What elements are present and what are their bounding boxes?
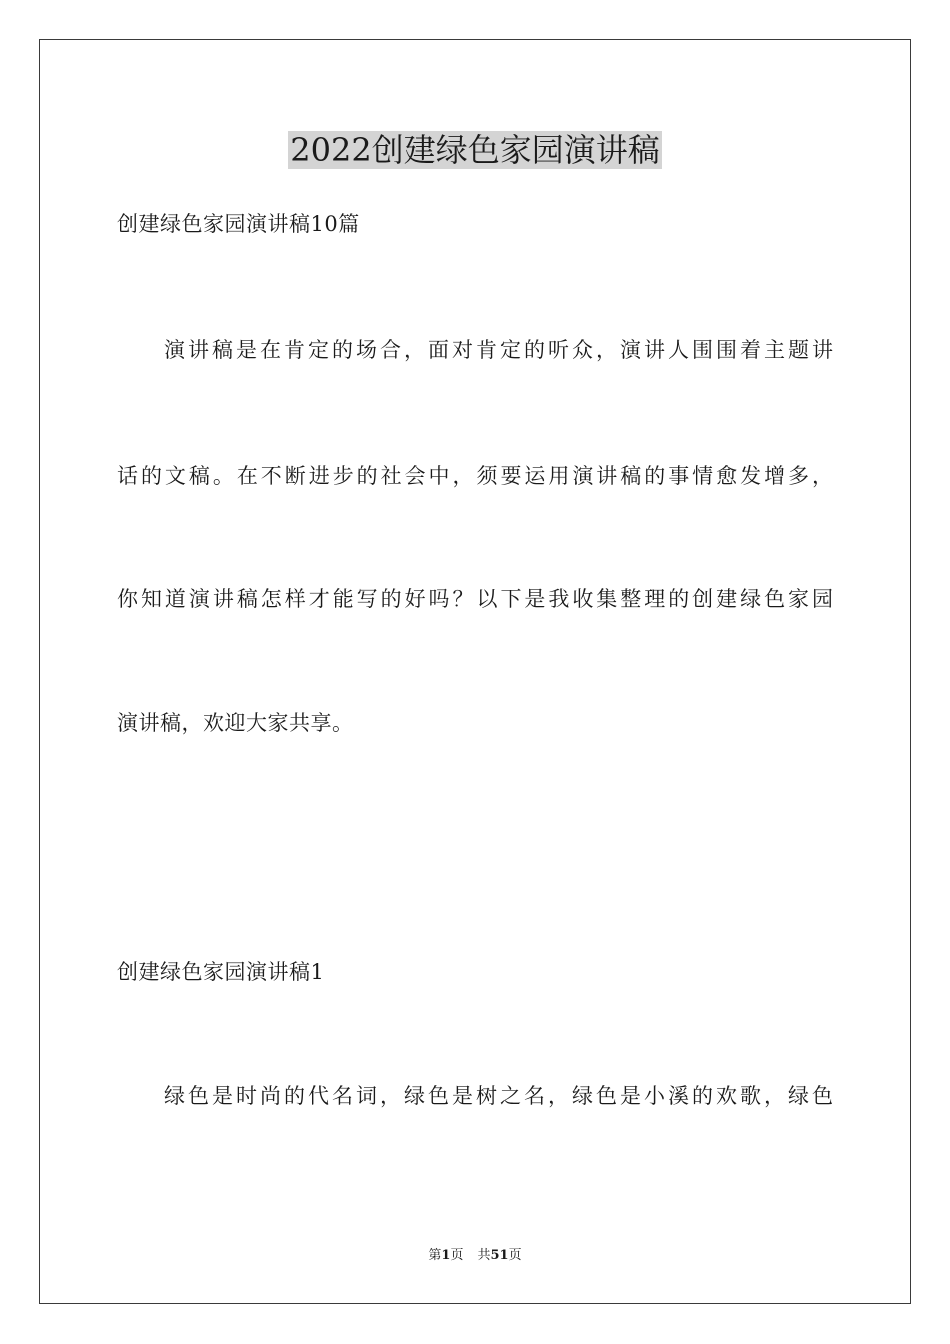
footer-total-suffix: 页 xyxy=(508,1248,522,1263)
intro-line-4: 演讲稿，欢迎大家共享。 xyxy=(117,711,354,735)
footer-page-prefix: 第 xyxy=(428,1248,442,1263)
intro-line-3: 你知道演讲稿怎样才能写的好吗？以下是我收集整理的创建绿色家园 xyxy=(117,587,833,611)
footer-total-prefix: 共 xyxy=(477,1248,491,1263)
document-title xyxy=(0,128,950,172)
page-footer xyxy=(0,1246,950,1266)
intro-line-2: 话的文稿。在不断进步的社会中，须要运用演讲稿的事情愈发增多， xyxy=(117,464,833,488)
section-line-1: 绿色是时尚的代名词，绿色是树之名，绿色是小溪的欢歌，绿色 xyxy=(164,1084,833,1108)
footer-page-number: 1 xyxy=(441,1248,451,1263)
footer-total-pages: 51 xyxy=(490,1248,509,1263)
intro-line-1: 演讲稿是在肯定的场合，面对肯定的听众，演讲人围围着主题讲 xyxy=(164,338,833,362)
section-heading: 创建绿色家园演讲稿1 xyxy=(117,960,325,984)
document-subtitle: 创建绿色家园演讲稿10篇 xyxy=(117,212,360,236)
document-title-text: 2022创建绿色家园演讲稿 xyxy=(290,131,660,169)
footer-page-suffix: 页 xyxy=(450,1248,464,1263)
